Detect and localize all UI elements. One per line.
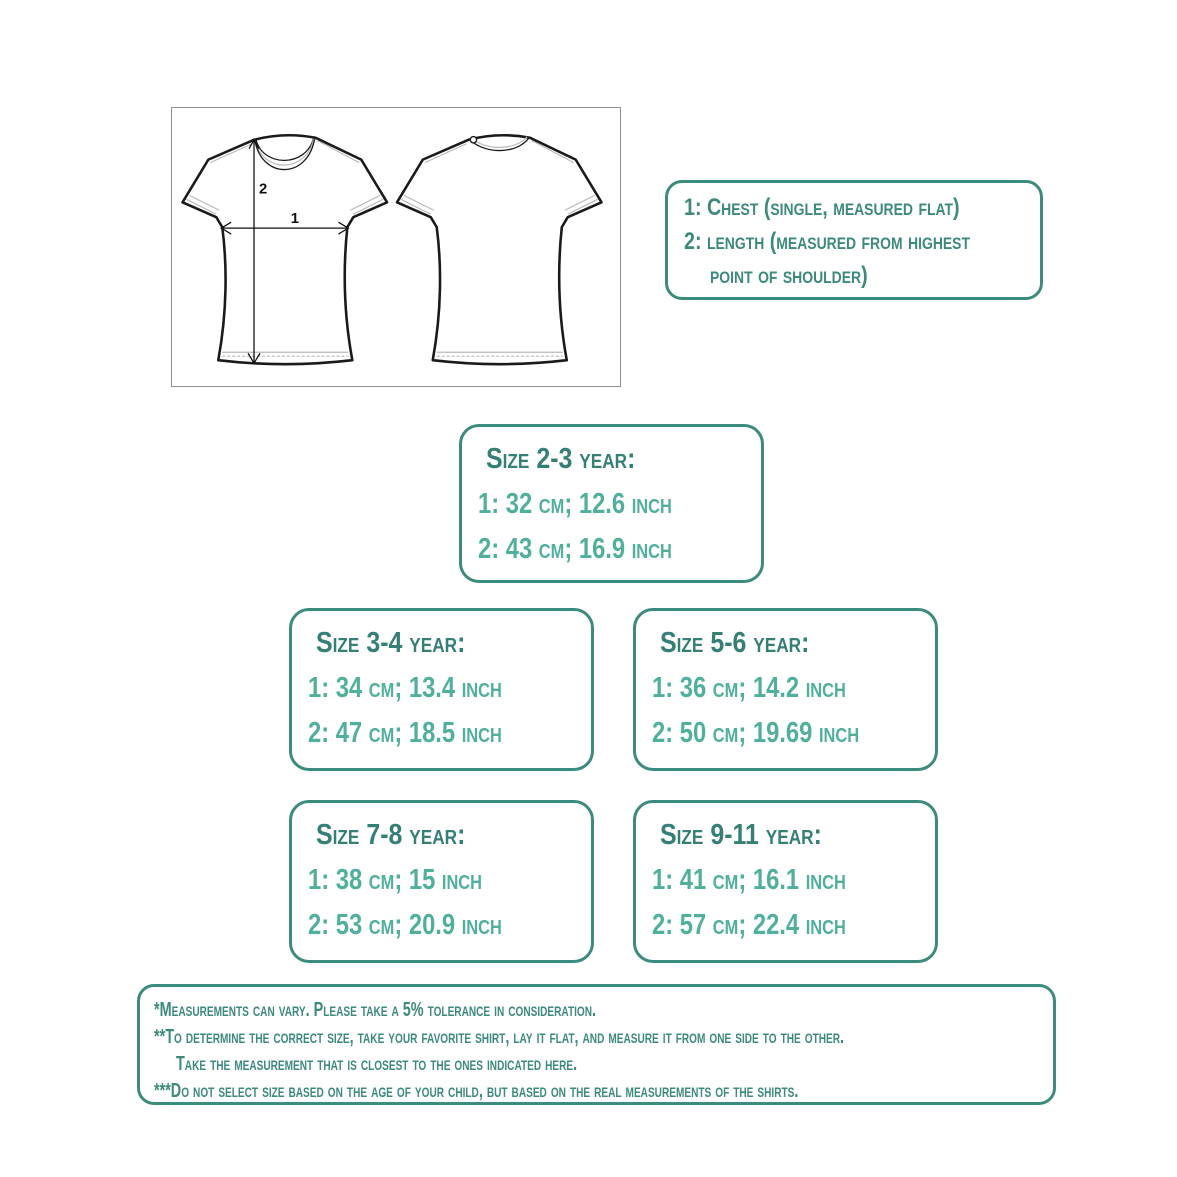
size-title: Size 2-3 year: <box>486 443 636 475</box>
legend-line-chest: 1: Chest (single, measured flat) <box>684 194 960 221</box>
back-shirt-body <box>397 135 602 364</box>
size-title: Size 3-4 year: <box>316 627 466 659</box>
note-how-to-measure-cont: Take the measurement that is closest to the ones indicated here. <box>176 1053 578 1075</box>
size-title: Size 7-8 year: <box>316 819 466 851</box>
chest-measurement: 1: 41 cm; 16.1 inch <box>652 864 846 896</box>
legend-line-length: 2: length (measured from highest <box>684 228 971 255</box>
chest-measurement: 1: 32 cm; 12.6 inch <box>478 488 672 520</box>
length-measurement: 2: 57 cm; 22.4 inch <box>652 909 846 941</box>
size-box-7-8-year <box>289 800 594 963</box>
chest-measurement: 1: 36 cm; 14.2 inch <box>652 672 846 704</box>
size-title: Size 9-11 year: <box>660 819 822 851</box>
size-title: Size 5-6 year: <box>660 627 810 659</box>
size-box-3-4-year <box>289 608 594 771</box>
chest-measurement: 1: 34 cm; 13.4 inch <box>308 672 502 704</box>
tshirt-technical-drawing <box>172 108 620 386</box>
length-label: 2 <box>258 181 268 198</box>
footnotes-box <box>137 984 1056 1105</box>
size-box-9-11-year <box>633 800 938 963</box>
length-measurement: 2: 43 cm; 16.9 inch <box>478 533 672 565</box>
note-how-to-measure: **To determine the correct size, take your favorite shirt, lay it flat, and measure it from one side to the other. <box>154 1026 845 1048</box>
chest-label: 1 <box>290 211 300 228</box>
size-box-2-3-year <box>459 424 764 583</box>
chest-measurement: 1: 38 cm; 15 inch <box>308 864 482 896</box>
front-shirt-drawing <box>183 135 388 364</box>
note-tolerance: *Measurements can vary. Please take a 5% tolerance in consideration. <box>154 999 597 1021</box>
length-measurement: 2: 50 cm; 19.69 inch <box>652 717 860 749</box>
back-collar-loop <box>470 137 476 143</box>
measurement-legend-box <box>665 180 1043 300</box>
legend-line-length-cont: point of shoulder) <box>710 262 868 289</box>
size-box-5-6-year <box>633 608 938 771</box>
note-age-warning: ***Do not select size based on the age of your child, but based on the real measurements of the shirts. <box>154 1080 799 1102</box>
length-measurement: 2: 47 cm; 18.5 inch <box>308 717 502 749</box>
back-shirt-drawing <box>397 135 602 364</box>
tshirt-diagram-frame <box>171 107 621 387</box>
length-measurement: 2: 53 cm; 20.9 inch <box>308 909 502 941</box>
